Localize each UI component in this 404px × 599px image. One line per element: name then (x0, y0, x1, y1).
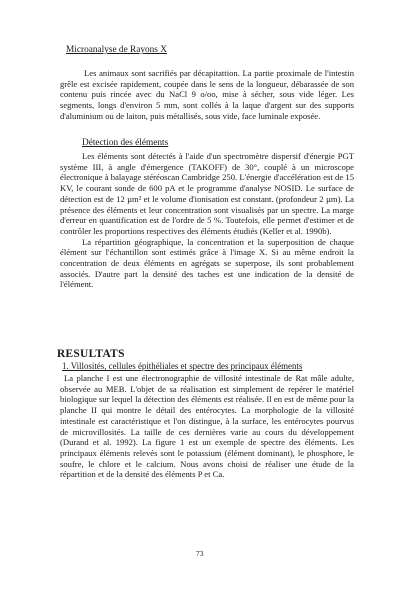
paragraph-villosites: La planche I est une électronographie de villosité intestinale de Rat mâle adulte, observée au MEB. L'objet de sa réalisation est simplement de repérer le matériel biologique sur lequel la détection des éléments est réalisée. Il en est de même pour la planche II qui montre le détail des entérocytes. La morphologie de la villosité intestinale est caractéristique et l'on distingue, à la surface, les entérocytes pourvus de microvillosités. La taille de ces dernières varie au cours du développement (Durand et al. 1992). La figure 1 est un exemple de spectre des éléments. Les principaux éléments relevés sont le potassium (élément dominant), le phosphore, le soufre, le chlore et le calcium. Nous avons choisi de réaliser une étude de la répartition et de la densité des éléments P et Ca. (60, 373, 354, 480)
paragraph-group-detection (60, 151, 354, 290)
paragraph-detection-2: La répartition géographique, la concentration et la superposition de chaque élément sur l'échantillon sont estimés grâce à l'image X. Si au même endroit la concentration de deux éléments en agrégats se superpose, ils sont probablement associés. D'autre part la densité des taches est une indication de la densité de l'élément. (60, 236, 354, 290)
page-number: 73 (196, 549, 204, 558)
section-heading-detection: Détection des éléments (82, 138, 169, 148)
paragraph-microanalyse: Les animaux sont sacrifiés par décapitattion. La partie proximale de l'intestin grêle est excisée rapidement, coupée dans le sens de la longueur, débarassée de son contenu puis rincée avec du NaCl 9 o/oo, mise à sécher, sous vide léger. Les segments, longs d'environ 5 mm, sont collés à la laque d'argent sur des supports d'aluminium ou de laiton, puis métallisés, sous vide, face luminale exposée. (60, 68, 354, 121)
subsection-heading-villosites: 1. Villosités, cellules épithéliales et spectre des principaux éléments (62, 361, 303, 371)
section-heading-microanalyse: Microanalyse de Rayons X (66, 45, 167, 55)
paragraph-detection-1: Les éléments sont détectés à l'aide d'un spectromètre dispersif d'énergie PGT système III, à angle d'émergence (TAKOFF) de 30°, couplé à un microscope électronique à balayage stéréoscan Cambridge 250. L'énergie d'accélération est de 15 KV, le courant sonde de 600 pA et le programme d'analyse NOSID. Le surface de détection est de 12 µm² et le volume d'ionisation est constant. (profondeur 2 µm). La présence des éléments et leur concentration sont visualisés par un spectre. La marge d'erreur en quantification est de l'ordre de 5 %. Toutefois, elle permet d'estimer et de contrôler les proportions respectives des éléments étudiés (Keller et al. 1990b). (60, 151, 354, 236)
section-heading-resultats: RESULTATS (57, 348, 125, 360)
